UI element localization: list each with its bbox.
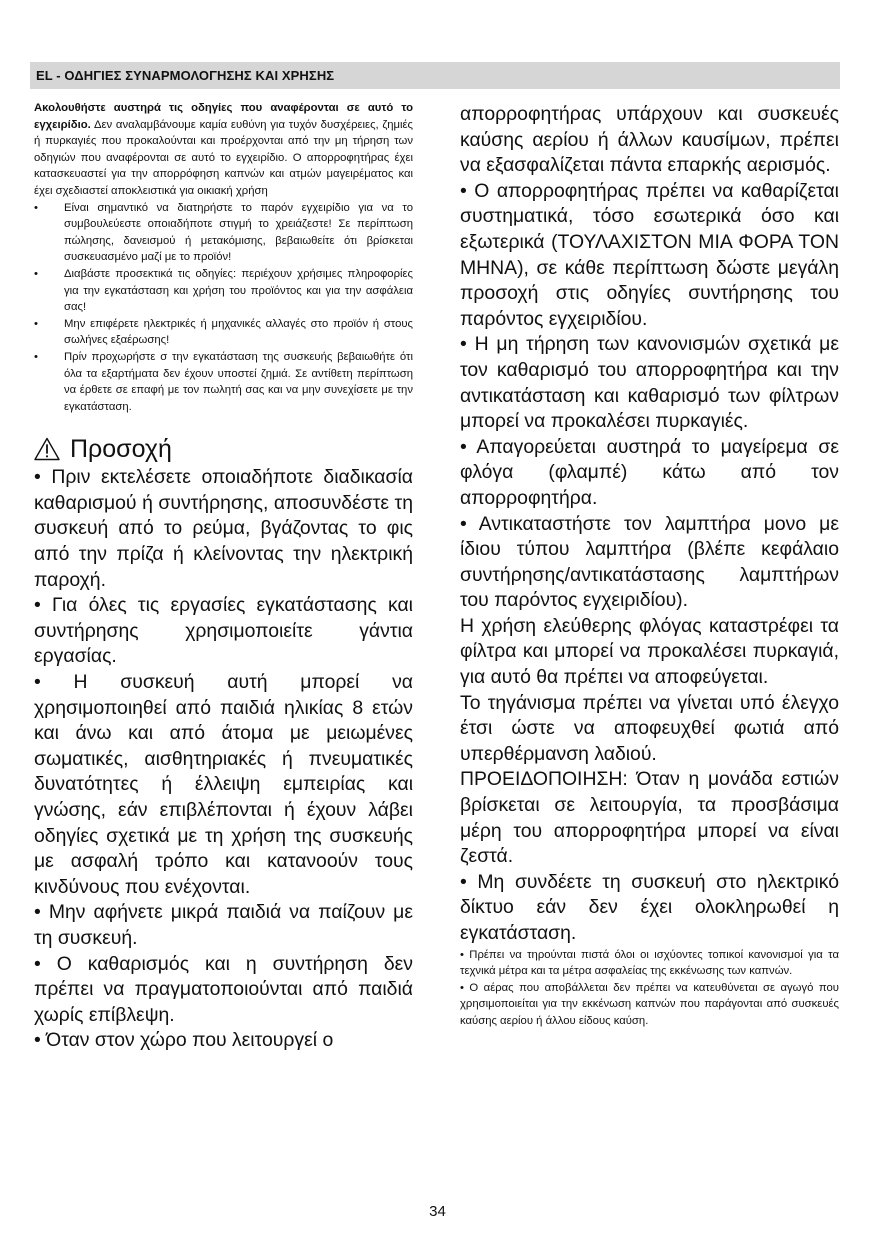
list-item xyxy=(34,316,413,349)
bullet-text: Πρίν προχωρήστε σ την εγκατάσταση της συσκευής βεβαιωθήτε ότι όλα τα εξαρτήματα δεν έχουν υποστεί ζημιά. Σε αντίθετη περίπτωση να έρθετε σε επαφή με τον πωλητή σας και να μην συνεχίσετε με την εγκατάσταση. xyxy=(64,350,413,413)
caution-paragraph: • Όταν στον χώρο που λειτουργεί ο xyxy=(34,1029,334,1052)
caution-paragraph: • Πριν εκτελέσετε οποιαδήποτε διαδικασία καθαρισμού ή συντήρησης, αποσυνδέστε τη συσκευή από το ρεύμα, βγάζοντας το φις από την πρίζα ή κλείνοντας την ηλεκτρική παροχή. xyxy=(34,466,413,591)
bullet-text: Μην επιφέρετε ηλεκτρικές ή μηχανικές αλλαγές στο προϊόν ή στους σωλήνες εξαέρωσης! xyxy=(64,317,413,347)
caution-paragraph: • Η μη τήρηση των κανονισμών σχετικά με τον καθαρισμό του απορροφητήρα και την αντικατάσταση και καθαρισμό των φίλτρων μπορεί να προκαλέσει πυρκαγιές. xyxy=(460,333,839,433)
section-header-bar xyxy=(30,62,840,89)
bullet-text: Διαβάστε προσεκτικά τις οδηγίες: περιέχουν χρήσιμες πληροφορίες για την εγκατάσταση και χρήση του προϊόντος και για την ασφάλεια σας! xyxy=(64,267,413,314)
caution-paragraph: • Η συσκευή αυτή μπορεί να χρησιμοποιηθεί από παιδιά ηλικίας 8 ετών και άνω και από άτομα με μειωμένες σωματικές, αισθητηριακές ή πνευματικές δυνατότητες ή έλλειψη εμπειρίας και γνώσης, εάν επιβλέπονται ή έχουν λάβει οδηγίες σχετικά με τη χρήση της συσκευής με ασφαλή τρόπο και κατανοούν τους κινδύνους που ενέχονται. xyxy=(34,671,413,898)
caution-paragraph: • Μην αφήνετε μικρά παιδιά να παίζουν με τη συσκευή. xyxy=(34,901,413,949)
regulation-note: • Ο αέρας που αποβάλλεται δεν πρέπει να κατευθύνεται σε αγωγό που χρησιμοποιείται για την εκκένωση καπνών που παράγονται από συσκευές καύσης αερίου ή άλλου είδους καύση. xyxy=(460,981,839,1027)
caution-paragraph: • Αντικαταστήστε τον λαμπτήρα μονο με ίδιου τύπου λαμπτήρα (βλέπε κεφάλαιο συντήρησης/αντικατάστασης λαμπτήρων του παρόντος εγχειριδίου). xyxy=(460,512,839,612)
list-item xyxy=(34,200,413,266)
intro-text: Δεν αναλαμβάνουμε καμία ευθύνη για τυχόν δυσχέρειες, ζημιές ή πυρκαγιές που προκαλούνται και προέρχονται από την μη τήρηση των οδηγιών που αναφέρονται σε αυτό το εγχειρίδιο. Ο απορροφητήρας έχει κατασκευαστεί για την απορρόφηση καπνών και ατμών μαγειρέματος και έχει σχεδιαστεί αποκλειστικά για οικιακή χρήση xyxy=(34,118,413,197)
list-item xyxy=(34,349,413,415)
regulation-note: • Πρέπει να τηρούνται πιστά όλοι οι ισχύοντες τοπικοί κανονισμοί για τα τεχνικά μέτρα και τα μέτρα ασφαλείας της εκκένωσης των καπνών. xyxy=(460,948,839,978)
left-column xyxy=(34,100,413,1054)
caution-paragraph: • Ο απορροφητήρας πρέπει να καθαρίζεται συστηματικά, τόσο εσωτερικά όσο και εξωτερικά (ΤΟΥΛΑΧΙΣΤΟΝ ΜΙΑ ΦΟΡΑ ΤΟΝ ΜΗΝΑ), σε κάθε περίπτωση δώστε μεγάλη προσοχή στις οδηγίες συντήρησης του παρόντος εγχειριδίου. xyxy=(460,179,839,330)
caution-heading xyxy=(34,433,413,465)
bullet-marker: • xyxy=(34,201,38,214)
caution-paragraph: • Απαγορεύεται αυστηρά το μαγείρεμα σε φλόγα (φλαμπέ) κάτω από τον απορροφητήρα. xyxy=(460,435,839,509)
bullet-marker: • xyxy=(34,267,38,280)
caution-title: Προσοχή xyxy=(70,435,172,464)
caution-paragraph: απορροφητήρας υπάρχουν και συσκευές καύσης αερίου ή άλλων καυσίμων, πρέπει να εξασφαλίζεται πάντα επαρκής αερισμός. xyxy=(460,103,839,177)
intro-paragraph xyxy=(34,100,413,200)
section-header-title: EL - ΟΔΗΓΙΕΣ ΣΥΝΑΡΜΟΛΟΓΗΣΗΣ ΚΑΙ ΧΡΗΣΗΣ xyxy=(36,68,335,83)
bullet-marker: • xyxy=(34,350,38,363)
caution-paragraph: Η χρήση ελεύθερης φλόγας καταστρέφει τα φίλτρα και μπορεί να προκαλέσει πυρκαγιά, για αυτό θα πρέπει να αποφεύγεται. xyxy=(460,614,839,689)
caution-paragraph: • Για όλες τις εργασίες εγκατάστασης και συντήρησης χρησιμοποιείτε γάντια εργασίας. xyxy=(34,594,413,668)
caution-paragraph: • Μη συνδέετε τη συσκευή στο ηλεκτρικό δίκτυο εάν δεν έχει ολοκληρωθεί η εγκατάσταση. xyxy=(460,870,839,944)
warning-triangle-icon xyxy=(34,437,60,461)
list-item xyxy=(34,266,413,316)
caution-paragraph: • Ο καθαρισμός και η συντήρηση δεν πρέπει να πραγματοποιούνται από παιδιά χωρίς επίβλεψη. xyxy=(34,952,413,1026)
caution-paragraph: ΠΡΟΕΙΔΟΠΟΙΗΣΗ: Όταν η μονάδα εστιών βρίσκεται σε λειτουργία, τα προσβάσιμα μέρη του απορροφητήρα μπορεί να είναι ζεστά. xyxy=(460,768,839,868)
caution-paragraph: Το τηγάνισμα πρέπει να γίνεται υπό έλεγχο έτσι ώστε να αποφευχθεί φωτιά από υπερθέρμανση λαδιού. xyxy=(460,691,839,765)
bullet-marker: • xyxy=(34,317,38,330)
intro-lead: Ακολουθήστε αυστηρά τις οδηγίες που αναφέρονται σε αυτό το εγχειρίδιο. xyxy=(34,102,413,131)
bullet-text: Είναι σημαντικό να διατηρήστε το παρόν εγχειρίδιο για να το συμβουλεύεστε οποιαδήποτε στιγμή το χρειάζεστε! Σε περίπτωση πώλησης, δανεισμού ή μετακόμισης, βεβαιωθείτε ότι βρίσκεται συσκευασμένο μαζί με το προϊόν! xyxy=(64,201,413,264)
page-number: 34 xyxy=(429,1203,446,1220)
intro-bullet-list xyxy=(34,200,413,416)
right-column xyxy=(460,102,839,1030)
